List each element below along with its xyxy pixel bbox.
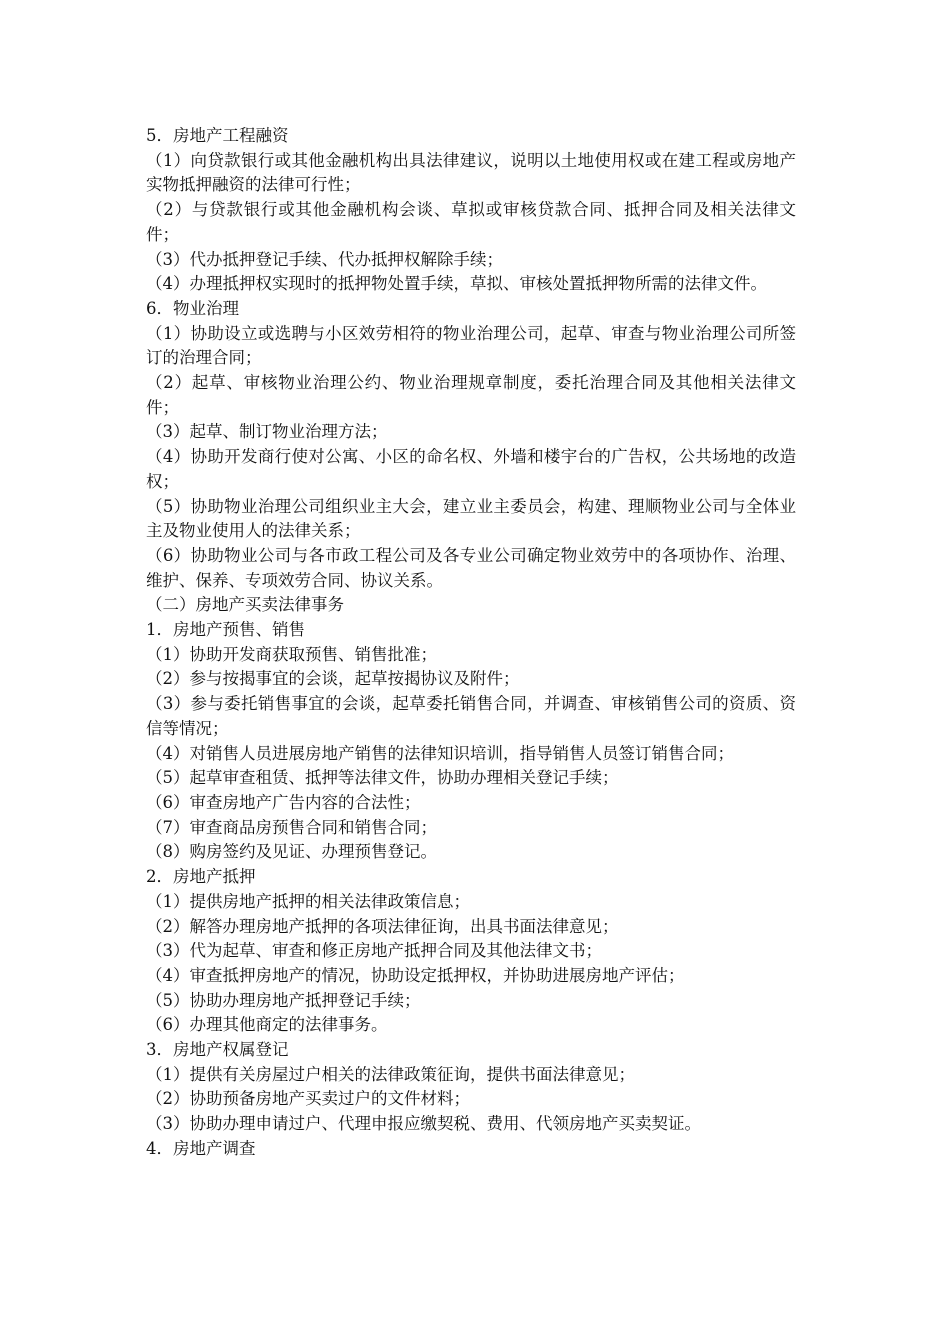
list-item: （2）起草、审核物业治理公约、物业治理规章制度，委托治理合同及其他相关法律文件； [146,373,796,417]
list-item: （5）协助物业治理公司组织业主大会，建立业主委员会，构建、理顺物业公司与全体业主及物业使用人的法律关系； [146,496,796,541]
list-item: （2）解答办理房地产抵押的各项法律征询，出具书面法律意见； [146,916,619,936]
list-item: （5）协助办理房地产抵押登记手续； [146,990,421,1010]
document-body [146,124,796,1162]
list-item: （1）提供房地产抵押的相关法律政策信息； [146,891,470,911]
list-item: （1）协助开发商获取预售、销售批准； [146,644,437,664]
list-item: （4）协助开发商行使对公寓、小区的命名权、外墙和楼宇台的广告权，公共场地的改造权； [146,447,796,491]
list-item: （1）向贷款银行或其他金融机构出具法律建议，说明以土地使用权或在建工程或房地产实物抵押融资的法律可行性； [146,150,796,195]
list-item: （3）代办抵押登记手续、代办抵押权解除手续； [146,249,503,269]
list-item: （4）对销售人员进展房地产销售的法律知识培训，指导销售人员签订销售合同； [146,743,734,763]
list-item: （1）提供有关房屋过户相关的法律政策征询，提供书面法律意见； [146,1064,635,1084]
list-item: （1）协助设立或选聘与小区效劳相符的物业治理公司，起草、审查与物业治理公司所签订的治理合同； [146,323,796,368]
list-item: （2）协助预备房地产买卖过户的文件材料； [146,1089,470,1109]
list-item: （6）协助物业公司与各市政工程公司及各专业公司确定物业效劳中的各项协作、治理、维护、保养、专项效劳合同、协议关系。 [146,545,796,590]
list-item: （3）代为起草、审查和修正房地产抵押合同及其他法律文书； [146,941,602,961]
list-item: （4）审查抵押房地产的情况，协助设定抵押权，并协助进展房地产评估； [146,965,685,985]
list-item: （3）起草、制订物业治理方法； [146,422,388,442]
list-item: （3）参与委托销售事宜的会谈，起草委托销售合同，并调查、审核销售公司的资质、资信等情况； [146,694,796,738]
section-heading: 4．房地产调查 [146,1138,256,1158]
list-item: （2）与贷款银行或其他金融机构会谈、草拟或审核贷款合同、抵押合同及相关法律文件； [146,200,796,244]
list-item: （5）起草审查租赁、抵押等法律文件，协助办理相关登记手续； [146,768,619,788]
section-heading: 1．房地产预售、销售 [146,620,305,640]
list-item: （3）协助办理申请过户、代理申报应缴契税、费用、代领房地产买卖契证。 [146,1114,701,1134]
section-heading: 6．物业治理 [146,298,239,318]
list-item: （8）购房签约及见证、办理预售登记。 [146,842,437,862]
section-heading: 2．房地产抵押 [146,867,256,887]
section-heading: 5．房地产工程融资 [146,126,289,145]
list-item: （4）办理抵押权实现时的抵押物处置手续，草拟、审核处置抵押物所需的法律文件。 [146,274,767,294]
list-item: （2）参与按揭事宜的会谈，起草按揭协议及附件； [146,669,520,689]
section-heading: 3．房地产权属登记 [146,1040,289,1060]
list-item: （6）审查房地产广告内容的合法性； [146,792,421,812]
list-item: （7）审查商品房预售合同和销售合同； [146,817,437,837]
list-item: （6）办理其他商定的法律事务。 [146,1015,388,1035]
chapter-heading: （二）房地产买卖法律事务 [146,595,344,615]
